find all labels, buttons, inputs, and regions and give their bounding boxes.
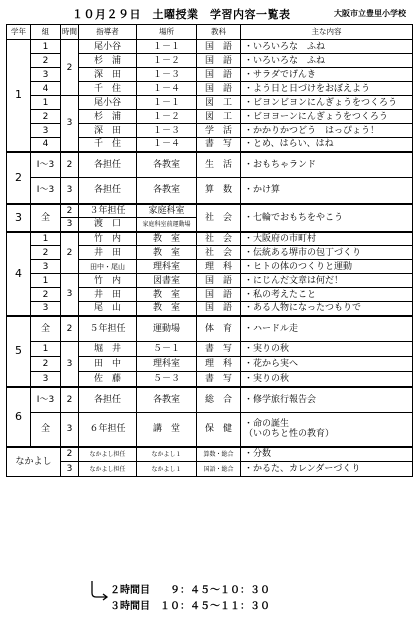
teacher-cell: 渡 口: [79, 218, 137, 232]
period-cell: 2: [61, 152, 79, 178]
period-3-time: ３時間目 １０：４５～１１：３０: [110, 601, 270, 612]
class-cell: Ⅰ～3: [31, 387, 61, 413]
teacher-cell: 各担任: [79, 152, 137, 178]
subject-cell: 社 会: [197, 246, 241, 260]
class-cell: 1: [31, 274, 61, 288]
period-cell: 3: [61, 462, 79, 477]
schedule-table: [6, 24, 413, 477]
header-teacher: 指導者: [79, 25, 137, 40]
subject-cell: 書 写: [197, 372, 241, 387]
teacher-cell: なかよし担任: [79, 447, 137, 462]
class-cell: 3: [31, 302, 61, 316]
subject-cell: 国 語: [197, 68, 241, 82]
teacher-cell: 竹 内: [79, 232, 137, 246]
content-cell: ・サラダでげんき: [241, 68, 413, 82]
place-cell: 各教室: [137, 178, 197, 204]
content-cell: ・ある人物になったつもりで: [241, 302, 413, 316]
period-cell: 3: [61, 274, 79, 316]
teacher-cell: 各担任: [79, 178, 137, 204]
place-cell: 教 室: [137, 302, 197, 316]
page-header: [0, 6, 420, 22]
header-subject: 教科: [197, 25, 241, 40]
place-cell: 運動場: [137, 316, 197, 342]
table-row: [7, 316, 413, 342]
content-cell: ・実りの秋: [241, 372, 413, 387]
content-cell: ・かけ算: [241, 178, 413, 204]
period-cell: 3: [61, 178, 79, 204]
class-cell: 4: [31, 138, 61, 152]
class-cell: 全: [31, 413, 61, 447]
class-cell: 全: [31, 204, 61, 232]
teacher-cell: 杉 浦: [79, 54, 137, 68]
class-cell: 1: [31, 232, 61, 246]
class-cell: 1: [31, 40, 61, 54]
class-cell: Ⅰ～3: [31, 178, 61, 204]
period-cell: 2: [61, 447, 79, 462]
subject-cell: 国 語: [197, 274, 241, 288]
content-cell: ・おもちゃランド: [241, 152, 413, 178]
subject-cell: 体 育: [197, 316, 241, 342]
subject-cell: 書 写: [197, 342, 241, 357]
class-cell: 2: [31, 54, 61, 68]
period-cell: 3: [61, 413, 79, 447]
subject-cell: 算 数: [197, 178, 241, 204]
time-footer: [88, 579, 348, 615]
teacher-cell: 田中・尾山: [79, 260, 137, 274]
class-cell: 2: [31, 110, 61, 124]
place-cell: 教 室: [137, 246, 197, 260]
place-cell: なかよし１: [137, 462, 197, 477]
content-cell: ・伝統ある堺市の包丁づくり: [241, 246, 413, 260]
teacher-cell: 尾 山: [79, 302, 137, 316]
period-cell: 2: [61, 232, 79, 274]
period-cell: 2: [61, 204, 79, 218]
subject-cell: 国 語: [197, 288, 241, 302]
subject-cell: 図 工: [197, 96, 241, 110]
content-cell: ・ビヨヨーンにんぎょうをつくろう: [241, 110, 413, 124]
place-cell: 理科室: [137, 260, 197, 274]
grade-cell: 3: [7, 204, 31, 232]
subject-cell: 理 科: [197, 357, 241, 372]
header-content: 主な内容: [241, 25, 413, 40]
place-cell: 図書室: [137, 274, 197, 288]
school-name: 大阪市立豊里小学校: [334, 9, 406, 18]
content-cell: ・ヒトの体のつくりと運動: [241, 260, 413, 274]
place-cell: ５－３: [137, 372, 197, 387]
place-cell: なかよし１: [137, 447, 197, 462]
grade-cell: 4: [7, 232, 31, 316]
period-2-time: ２時間目 ９：４５～１０：３０: [110, 585, 270, 596]
grade-cell: 2: [7, 152, 31, 204]
teacher-cell: 竹 内: [79, 274, 137, 288]
table-row: [7, 96, 413, 110]
teacher-cell: 佐 藤: [79, 372, 137, 387]
header-place: 場所: [137, 25, 197, 40]
subject-cell: 国 語: [197, 302, 241, 316]
teacher-cell: 尾小谷: [79, 40, 137, 54]
content-line: ・命の誕生: [244, 419, 290, 430]
subject-cell: 保 健: [197, 413, 241, 447]
teacher-cell: 田 中: [79, 357, 137, 372]
subject-cell: 国 語: [197, 40, 241, 54]
place-cell: 教 室: [137, 232, 197, 246]
class-cell: 3: [31, 124, 61, 138]
table-row: [7, 342, 413, 357]
teacher-cell: 杉 浦: [79, 110, 137, 124]
content-cell: ・七輪でおもちをやこう: [241, 204, 413, 232]
content-cell: ・花から実へ: [241, 357, 413, 372]
corner-arrow-icon: [88, 579, 110, 609]
teacher-cell: 深 田: [79, 124, 137, 138]
place-cell: 理科室: [137, 357, 197, 372]
place-cell: １－４: [137, 82, 197, 96]
place-cell: １－２: [137, 110, 197, 124]
subject-cell: 社 会: [197, 232, 241, 246]
period-cell: 2: [61, 40, 79, 96]
period-cell: 3: [61, 96, 79, 152]
teacher-cell: 深 田: [79, 68, 137, 82]
place-cell: １－３: [137, 124, 197, 138]
grade-cell: 1: [7, 40, 31, 152]
period-cell: 2: [61, 387, 79, 413]
class-cell: 3: [31, 372, 61, 387]
content-cell: [241, 413, 413, 447]
place-cell: 各教室: [137, 152, 197, 178]
class-cell: 全: [31, 316, 61, 342]
subject-cell: 社 会: [197, 204, 241, 232]
teacher-cell: 堀 井: [79, 342, 137, 357]
place-cell: １－１: [137, 40, 197, 54]
subject-cell: 国 語: [197, 54, 241, 68]
class-cell: 2: [31, 357, 61, 372]
table-row: [7, 232, 413, 246]
place-cell: 教 室: [137, 288, 197, 302]
subject-cell: 理 科: [197, 260, 241, 274]
class-cell: 2: [31, 246, 61, 260]
subject-cell: 学 活: [197, 124, 241, 138]
subject-cell: 書 写: [197, 138, 241, 152]
teacher-cell: 千 住: [79, 138, 137, 152]
table-row: [7, 413, 413, 447]
class-cell: 3: [31, 260, 61, 274]
content-cell: ・修学旅行報告会: [241, 387, 413, 413]
table-row: [7, 274, 413, 288]
place-cell: １－３: [137, 68, 197, 82]
grade-cell: 6: [7, 387, 31, 447]
table-row: [7, 447, 413, 462]
place-cell: １－４: [137, 138, 197, 152]
teacher-cell: ５年担任: [79, 316, 137, 342]
table-row: [7, 387, 413, 413]
class-cell: 4: [31, 82, 61, 96]
content-cell: ・いろいろな ふね: [241, 54, 413, 68]
class-cell: 2: [31, 288, 61, 302]
subject-cell: 総 合: [197, 387, 241, 413]
grade-cell: なかよし: [7, 447, 61, 477]
page-title: １０月２９日 土曜授業 学習内容一覧表: [72, 8, 291, 21]
period-cell: 3: [61, 342, 79, 387]
content-cell: ・かるた、カレンダーづくり: [241, 462, 413, 477]
teacher-cell: 千 住: [79, 82, 137, 96]
table-row: [7, 40, 413, 54]
table-row: [7, 178, 413, 204]
teacher-cell: ６年担任: [79, 413, 137, 447]
teacher-cell: 各担任: [79, 387, 137, 413]
content-cell: ・実りの秋: [241, 342, 413, 357]
teacher-cell: ３年担任: [79, 204, 137, 218]
place-cell: １－１: [137, 96, 197, 110]
class-cell: 1: [31, 96, 61, 110]
content-cell: ・にじんだ文章は何だ！: [241, 274, 413, 288]
table-header-row: [7, 25, 413, 40]
period-cell: 2: [61, 316, 79, 342]
table-row: [7, 152, 413, 178]
place-cell: 各教室: [137, 387, 197, 413]
content-cell: ・とめ、はらい、はね: [241, 138, 413, 152]
header-period: 時間: [61, 25, 79, 40]
class-cell: Ⅰ～3: [31, 152, 61, 178]
subject-cell: 国語・総合: [197, 462, 241, 477]
content-cell: ・いろいろな ふね: [241, 40, 413, 54]
teacher-cell: なかよし担任: [79, 462, 137, 477]
grade-cell: 5: [7, 316, 31, 387]
content-cell: ・私の考えたこと: [241, 288, 413, 302]
content-cell: ・かかりかつどう はっぴょう！: [241, 124, 413, 138]
period-cell: 3: [61, 218, 79, 232]
place-cell: 講 堂: [137, 413, 197, 447]
place-cell: ５－１: [137, 342, 197, 357]
content-cell: ・ハードル走: [241, 316, 413, 342]
subject-cell: 算数・総合: [197, 447, 241, 462]
table-row: [7, 204, 413, 218]
table-row: [7, 462, 413, 477]
class-cell: 3: [31, 68, 61, 82]
content-cell: ・ビヨンビヨンにんぎょうをつくろう: [241, 96, 413, 110]
subject-cell: 国 語: [197, 82, 241, 96]
subject-cell: 生 活: [197, 152, 241, 178]
place-cell: 家庭科室: [137, 204, 197, 218]
teacher-cell: 尾小谷: [79, 96, 137, 110]
subject-cell: 図 工: [197, 110, 241, 124]
content-cell: ・分数: [241, 447, 413, 462]
content-cell: ・よう日と日づけをおぼえよう: [241, 82, 413, 96]
teacher-cell: 井 田: [79, 288, 137, 302]
header-class: 組: [31, 25, 61, 40]
place-cell: １－２: [137, 54, 197, 68]
content-line-sub: （いのちと性の教育）: [244, 429, 335, 440]
teacher-cell: 井 田: [79, 246, 137, 260]
content-cell: ・大阪府の市町村: [241, 232, 413, 246]
place-cell: 家庭科室前運動場: [137, 218, 197, 232]
class-cell: 1: [31, 342, 61, 357]
header-grade: 学年: [7, 25, 31, 40]
